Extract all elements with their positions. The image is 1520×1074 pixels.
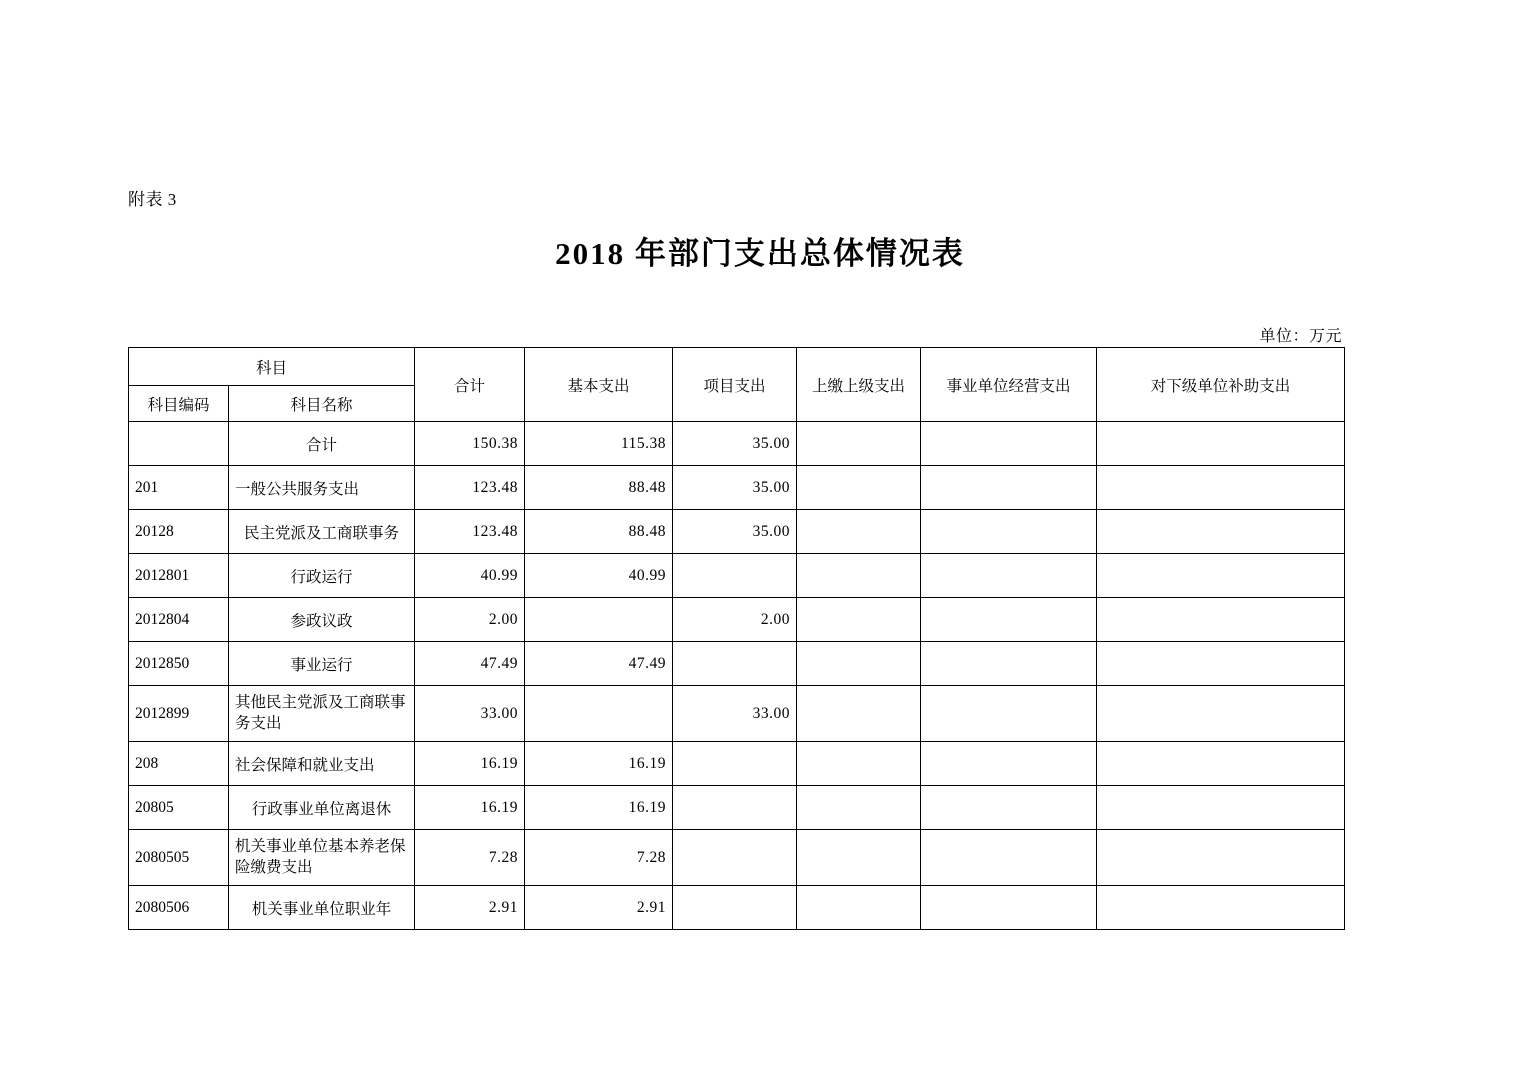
cell-subject-code: 2080505 [129,830,229,886]
attachment-label: 附表 3 [128,190,177,209]
cell-subject-code: 2012801 [129,554,229,598]
cell-upper [797,466,921,510]
header-upper: 上缴上级支出 [797,348,921,422]
cell-total: 2.00 [415,598,525,642]
cell-basic: 7.28 [525,830,673,886]
cell-upper [797,510,921,554]
cell-project: 35.00 [673,466,797,510]
cell-subject-name: 事业运行 [229,642,415,686]
cell-subsidy [1097,742,1345,786]
cell-business [921,686,1097,742]
cell-subject-code: 201 [129,466,229,510]
cell-total: 123.48 [415,510,525,554]
cell-basic: 2.91 [525,886,673,930]
table-row [129,554,1345,598]
cell-subsidy [1097,554,1345,598]
cell-subsidy [1097,642,1345,686]
table-row [129,510,1345,554]
header-subject-group: 科目 [129,348,415,386]
cell-subsidy [1097,786,1345,830]
cell-project [673,554,797,598]
cell-basic: 16.19 [525,742,673,786]
cell-business [921,466,1097,510]
cell-basic: 115.38 [525,422,673,466]
cell-subject-name: 行政事业单位离退休 [229,786,415,830]
header-total: 合计 [415,348,525,422]
cell-upper [797,742,921,786]
header-name: 科目名称 [229,386,415,422]
header-basic: 基本支出 [525,348,673,422]
cell-business [921,642,1097,686]
page-title: 2018 年部门支出总体情况表 [555,236,965,271]
cell-subject-code: 2012899 [129,686,229,742]
cell-total: 33.00 [415,686,525,742]
table-row [129,830,1345,886]
cell-subsidy [1097,466,1345,510]
cell-business [921,510,1097,554]
cell-project: 35.00 [673,510,797,554]
cell-subsidy [1097,598,1345,642]
cell-total: 2.91 [415,886,525,930]
header-project: 项目支出 [673,348,797,422]
cell-upper [797,642,921,686]
table-row [129,686,1345,742]
cell-project [673,830,797,886]
table-row [129,598,1345,642]
cell-total: 47.49 [415,642,525,686]
table-row [129,642,1345,686]
cell-total: 40.99 [415,554,525,598]
cell-subsidy [1097,686,1345,742]
cell-basic: 88.48 [525,510,673,554]
cell-business [921,422,1097,466]
cell-upper [797,830,921,886]
expenditure-table [128,347,1345,930]
table-header-row-1 [129,348,1345,386]
cell-subject-name: 其他民主党派及工商联事务支出 [229,686,415,742]
header-subsidy: 对下级单位补助支出 [1097,348,1345,422]
table-row [129,786,1345,830]
cell-project: 2.00 [673,598,797,642]
cell-total: 7.28 [415,830,525,886]
table-row [129,466,1345,510]
cell-total: 123.48 [415,466,525,510]
table-body [129,422,1345,930]
cell-upper [797,786,921,830]
cell-business [921,554,1097,598]
header-code: 科目编码 [129,386,229,422]
header-business: 事业单位经营支出 [921,348,1097,422]
cell-subject-code [129,422,229,466]
cell-business [921,598,1097,642]
unit-note: 单位：万元 [1259,328,1342,345]
cell-basic [525,598,673,642]
cell-upper [797,598,921,642]
table-row [129,742,1345,786]
cell-business [921,886,1097,930]
cell-subject-name: 民主党派及工商联事务 [229,510,415,554]
cell-project: 33.00 [673,686,797,742]
cell-basic: 16.19 [525,786,673,830]
cell-subject-name: 合计 [229,422,415,466]
cell-subject-code: 20128 [129,510,229,554]
cell-upper [797,686,921,742]
cell-business [921,742,1097,786]
cell-upper [797,554,921,598]
cell-basic [525,686,673,742]
cell-subject-code: 2012850 [129,642,229,686]
table-row [129,886,1345,930]
cell-subject-name: 社会保障和就业支出 [229,742,415,786]
cell-subsidy [1097,886,1345,930]
cell-subject-code: 2012804 [129,598,229,642]
cell-basic: 47.49 [525,642,673,686]
cell-subject-name: 一般公共服务支出 [229,466,415,510]
cell-business [921,830,1097,886]
cell-total: 16.19 [415,742,525,786]
cell-project [673,886,797,930]
cell-project: 35.00 [673,422,797,466]
cell-subject-code: 20805 [129,786,229,830]
cell-subsidy [1097,422,1345,466]
cell-total: 16.19 [415,786,525,830]
cell-project [673,642,797,686]
cell-upper [797,422,921,466]
cell-subsidy [1097,510,1345,554]
table-row [129,422,1345,466]
cell-business [921,786,1097,830]
cell-total: 150.38 [415,422,525,466]
cell-subject-name: 机关事业单位职业年 [229,886,415,930]
cell-project [673,786,797,830]
cell-subject-name: 参政议政 [229,598,415,642]
cell-subject-name: 行政运行 [229,554,415,598]
cell-basic: 88.48 [525,466,673,510]
cell-basic: 40.99 [525,554,673,598]
cell-subsidy [1097,830,1345,886]
cell-subject-code: 208 [129,742,229,786]
cell-subject-code: 2080506 [129,886,229,930]
cell-subject-name: 机关事业单位基本养老保险缴费支出 [229,830,415,886]
cell-project [673,742,797,786]
cell-upper [797,886,921,930]
